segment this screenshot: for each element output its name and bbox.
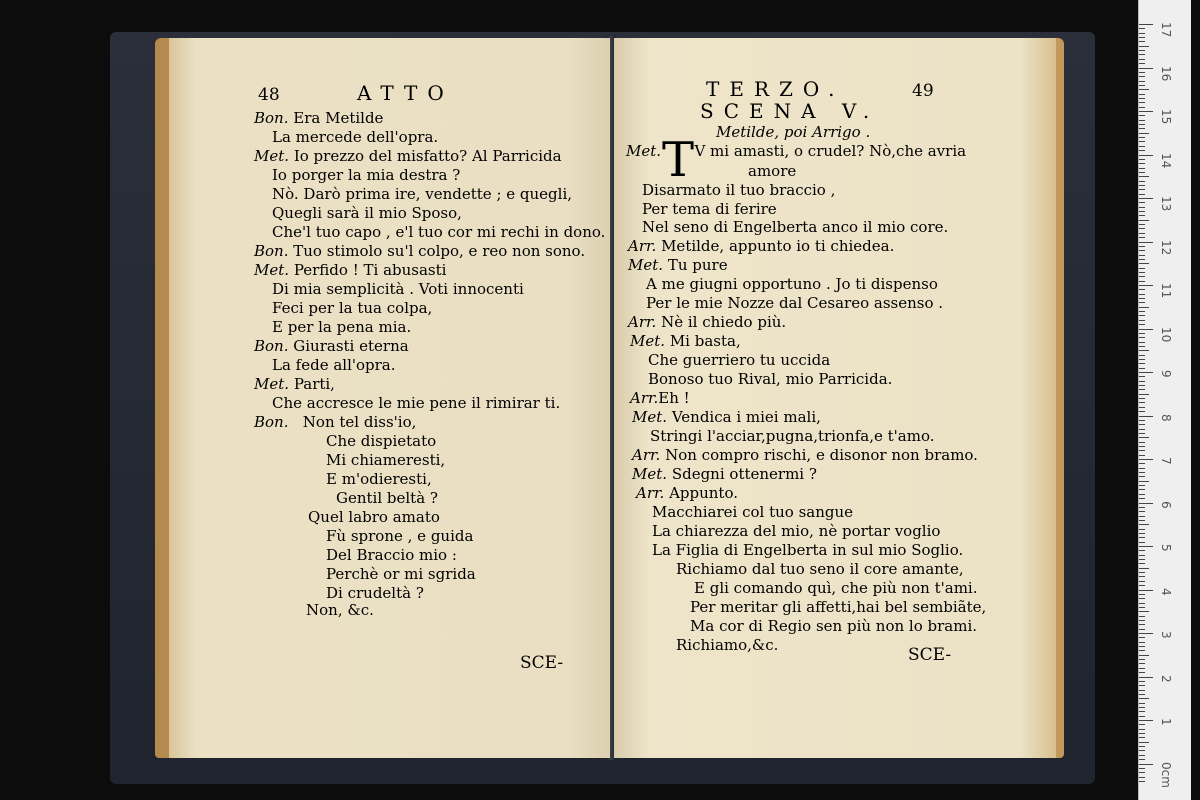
ruler-tick [1139,498,1145,499]
ruler-number: 1 [1159,718,1173,726]
left-line: Io porger la mia destra ? [272,166,461,184]
ruler-tick [1139,246,1145,247]
ruler-tick [1139,620,1145,621]
ruler-tick [1139,550,1145,551]
ruler-tick [1139,189,1145,190]
ruler-tick [1139,311,1145,312]
ruler-tick [1139,128,1145,129]
ruler-tick [1139,302,1145,303]
ruler-tick [1139,429,1145,430]
ruler-tick [1139,663,1145,664]
ruler-tick [1139,603,1145,604]
ruler-tick [1139,224,1145,225]
ruler-tick [1139,690,1145,691]
right-line: Stringi l'acciar,pugna,trionfa,e t'amo. [650,427,935,445]
right-line: Met. Mi basta, [630,332,741,350]
ruler-number: 6 [1159,500,1173,509]
left-line: Di mia semplicità . Voti innocenti [272,280,524,298]
right-line: Arr. Non compro rischi, e disonor non bramo. [632,446,978,464]
ruler-tick [1139,202,1145,203]
ruler-tick [1139,646,1145,647]
ruler-tick [1139,511,1145,512]
ruler-tick [1139,485,1145,486]
left-line: Che dispietato [326,432,437,450]
ruler-tick [1139,781,1145,782]
ruler-tick [1139,746,1145,747]
ruler-tick [1139,337,1145,338]
ruler-tick [1139,659,1145,660]
right-line: Per tema di ferire [642,200,777,218]
ruler-tick [1139,89,1149,90]
ruler-tick [1139,450,1145,451]
ruler-tick [1139,607,1145,608]
left-line: Di crudeltà ? [326,584,424,602]
scene-characters: Metilde, poi Arrigo . [716,123,871,141]
left-line: Che accresce le mie pene il rimirar ti. [272,394,561,412]
left-line: Quegli sarà il mio Sposo, [272,204,462,222]
ruler-tick [1139,107,1145,108]
left-line: Che'l tuo capo , e'l tuo cor mi rechi in dono. [272,223,606,241]
ruler-tick [1139,94,1145,95]
ruler-tick [1139,407,1145,408]
ruler-tick [1139,102,1145,103]
left-line: Nò. Darò prima ire, vendette ; e quegli, [272,185,573,203]
left-line: La mercede dell'opra. [272,128,439,146]
ruler-tick [1139,716,1145,717]
ruler-tick [1139,141,1145,142]
ruler-tick [1139,507,1145,508]
left-line: Quel labro amato [308,508,440,526]
ruler-tick [1139,68,1153,69]
ruler-tick [1139,633,1153,634]
right-line: Nel seno di Engelberta anco il mio core. [642,218,949,236]
ruler-tick [1139,650,1145,651]
ruler-tick [1139,28,1145,29]
ruler-tick [1139,568,1149,569]
left-line: Non, &c. [306,601,374,619]
ruler-tick [1139,185,1145,186]
ruler-tick [1139,755,1145,756]
ruler-tick [1139,233,1145,234]
right-line: Met. Tu pure [628,256,728,274]
ruler-tick [1139,772,1145,773]
ruler-number: 15 [1159,109,1173,125]
ruler-tick [1139,329,1153,330]
ruler-tick [1139,590,1153,591]
ruler-tick [1139,463,1145,464]
ruler-tick [1139,698,1149,699]
ruler-tick [1139,268,1145,269]
ruler-tick [1139,237,1145,238]
ruler-tick [1139,242,1153,243]
right-line: Met. V mi amasti, o crudel? Nò,che avria [626,142,967,160]
ruler-tick [1139,533,1145,534]
measuring-ruler [1138,0,1191,800]
ruler-number: 12 [1159,239,1173,255]
ruler-tick [1139,503,1153,504]
ruler-tick [1139,315,1145,316]
ruler-number: 17 [1159,22,1173,38]
ruler-tick [1139,524,1149,525]
ruler-tick [1139,85,1145,86]
ruler-number: 5 [1159,544,1173,552]
ruler-tick [1139,777,1145,778]
ruler-tick [1139,168,1145,169]
ruler-tick [1139,537,1145,538]
ruler-tick [1139,281,1145,282]
ruler-tick [1139,742,1149,743]
left-line: Met. Perfido ! Ti abusasti [254,261,447,279]
ruler-number: 9 [1159,370,1173,378]
ruler-tick [1139,150,1145,151]
right-line: Per le mie Nozze dal Cesareo assenso . [646,294,944,312]
ruler-tick [1139,368,1145,369]
ruler-tick [1139,159,1145,160]
ruler-tick [1139,146,1145,147]
ruler-tick [1139,468,1145,469]
right-line: Disarmato il tuo braccio , [642,181,836,199]
ruler-tick [1139,228,1145,229]
ruler-tick [1139,616,1145,617]
ruler-tick [1139,555,1145,556]
scene-title: SCENA V. [700,99,880,123]
ruler-tick [1139,259,1145,260]
right-line: A me giugni opportuno . Jo ti dispenso [646,275,938,293]
ruler-tick [1139,759,1145,760]
ruler-tick [1139,516,1145,517]
ruler-tick [1139,155,1153,156]
ruler-tick [1139,737,1145,738]
ruler-tick [1139,124,1145,125]
ruler-tick [1139,672,1145,673]
ruler-tick [1139,163,1145,164]
ruler-tick [1139,376,1145,377]
right-catchword: SCE- [908,645,952,665]
left-line: Gentil beltà ? [336,489,438,507]
ruler-tick [1139,581,1145,582]
ruler-number: 0cm [1159,761,1173,788]
ruler-number: 7 [1159,457,1173,465]
ruler-tick [1139,50,1145,51]
ruler-tick [1139,720,1153,721]
ruler-tick [1139,359,1145,360]
ruler-tick [1139,76,1145,77]
ruler-tick [1139,394,1149,395]
ruler-tick [1139,764,1153,765]
right-line: Met. Vendica i miei mali, [632,408,821,426]
ruler-tick [1139,215,1145,216]
ruler-tick [1139,472,1145,473]
ruler-tick [1139,137,1145,138]
left-line: Bon. Giurasti eterna [254,337,409,355]
ruler-tick [1139,298,1145,299]
ruler-tick [1139,546,1153,547]
left-line: Bon. Non tel diss'io, [254,413,417,431]
ruler-tick [1139,346,1145,347]
ruler-tick [1139,637,1145,638]
ruler-tick [1139,320,1145,321]
ruler-tick [1139,489,1145,490]
ruler-tick [1139,342,1145,343]
ruler-tick [1139,594,1145,595]
right-line: Arr. Appunto. [636,484,738,502]
ruler-tick [1139,598,1145,599]
ruler-number: 10 [1159,326,1173,342]
ruler-tick [1139,385,1145,386]
ruler-tick [1139,285,1153,286]
ruler-tick [1139,363,1145,364]
left-line: Met. Io prezzo del misfatto? Al Parricida [254,147,562,165]
left-page-number: 48 [258,85,280,105]
ruler-tick [1139,529,1145,530]
ruler-tick [1139,402,1145,403]
left-line: La fede all'opra. [272,356,396,374]
ruler-tick [1139,677,1153,678]
ruler-tick [1139,694,1145,695]
ruler-tick [1139,585,1145,586]
ruler-tick [1139,207,1145,208]
right-line: Arr. Metilde, appunto io ti chiedea. [628,237,895,255]
right-line: Arr. Nè il chiedo più. [628,313,787,331]
ruler-tick [1139,289,1145,290]
left-line: E per la pena mia. [272,318,412,336]
ruler-tick [1139,46,1149,47]
ruler-tick [1139,481,1149,482]
ruler-tick [1139,250,1145,251]
ruler-tick [1139,115,1145,116]
ruler-number: 13 [1159,196,1173,212]
decorated-initial: T [662,132,695,188]
ruler-tick [1139,437,1149,438]
ruler-tick [1139,733,1145,734]
ruler-tick [1139,255,1145,256]
ruler-tick [1139,41,1145,42]
right-line: Che guerriero tu uccida [648,351,831,369]
right-line: La Figlia di Engelberta in sul mio Soglio. [652,541,964,559]
ruler-tick [1139,572,1145,573]
ruler-tick [1139,350,1149,351]
left-line: Mi chiameresti, [326,451,446,469]
ruler-tick [1139,63,1145,64]
ruler-tick [1139,724,1145,725]
ruler-tick [1139,611,1149,612]
ruler-tick [1139,703,1145,704]
ruler-tick [1139,272,1145,273]
right-line: Richiamo,&c. [676,636,779,654]
ruler-tick [1139,668,1145,669]
ruler-tick [1139,194,1145,195]
ruler-tick [1139,685,1145,686]
left-line: Met. Parti, [254,375,335,393]
ruler-tick [1139,333,1145,334]
left-line: Feci per la tua colpa, [272,299,433,317]
right-running-head: TERZO. [706,77,845,101]
left-line: Bon. Tuo stimolo su'l colpo, e reo non sono. [254,242,586,260]
right-line: Bonoso tuo Rival, mio Parricida. [648,370,893,388]
ruler-tick [1139,494,1145,495]
ruler-number: 4 [1159,587,1173,596]
right-line: amore [748,162,797,180]
ruler-tick [1139,220,1149,221]
ruler-tick [1139,411,1145,412]
ruler-tick [1139,559,1145,560]
ruler-tick [1139,276,1145,277]
ruler-tick [1139,624,1145,625]
ruler-tick [1139,81,1145,82]
ruler-tick [1139,307,1149,308]
right-line: Per meritar gli affetti,hai bel sembiãte, [690,598,987,616]
right-line: Macchiarei col tuo sangue [652,503,854,521]
ruler-tick [1139,542,1145,543]
right-line: Richiamo dal tuo seno il core amante, [676,560,964,578]
ruler-tick [1139,563,1145,564]
ruler-tick [1139,750,1145,751]
ruler-tick [1139,424,1145,425]
ruler-number: 2 [1159,674,1173,683]
ruler-tick [1139,33,1145,34]
ruler-number: 3 [1159,631,1173,639]
ruler-tick [1139,707,1145,708]
ruler-tick [1139,629,1145,630]
ruler-tick [1139,59,1145,60]
ruler-tick [1139,768,1145,769]
right-page-number: 49 [912,81,934,101]
ruler-tick [1139,416,1153,417]
ruler-tick [1139,37,1145,38]
left-line: E m'odieresti, [326,470,432,488]
ruler-tick [1139,442,1145,443]
ruler-tick [1139,181,1145,182]
left-catchword: SCE- [520,653,564,673]
ruler-tick [1139,711,1145,712]
right-line: La chiarezza del mio, nè portar voglio [652,522,941,540]
ruler-number: 11 [1159,283,1173,299]
ruler-tick [1139,576,1145,577]
ruler-tick [1139,176,1149,177]
ruler-tick [1139,389,1145,390]
ruler-tick [1139,433,1145,434]
ruler-tick [1139,459,1153,460]
left-line: Bon. Era Metilde [254,109,384,127]
ruler-tick [1139,324,1145,325]
right-line: Met. Sdegni ottenermi ? [632,465,817,483]
ruler-tick [1139,24,1153,25]
ruler-number: 8 [1159,413,1173,422]
ruler-tick [1139,642,1145,643]
left-line: Perchè or mi sgrida [326,565,476,583]
ruler-tick [1139,476,1145,477]
ruler-tick [1139,211,1145,212]
right-line: Ma cor di Regio sen più non lo brami. [690,617,978,635]
ruler-tick [1139,120,1145,121]
left-line: Fù sprone , e guida [326,527,474,545]
ruler-tick [1139,198,1153,199]
ruler-tick [1139,98,1145,99]
ruler-tick [1139,355,1145,356]
ruler-tick [1139,263,1149,264]
left-line: Del Braccio mio : [326,546,457,564]
ruler-tick [1139,294,1145,295]
ruler-number: 16 [1159,65,1173,81]
ruler-tick [1139,729,1145,730]
ruler-tick [1139,54,1145,55]
ruler-tick [1139,172,1145,173]
ruler-tick [1139,381,1145,382]
ruler-tick [1139,420,1145,421]
ruler-tick [1139,398,1145,399]
ruler-tick [1139,655,1149,656]
ruler-tick [1139,372,1153,373]
ruler-tick [1139,520,1145,521]
right-line: Arr.Eh ! [630,389,690,407]
right-line: E gli comando quì, che più non t'ami. [694,579,978,597]
left-running-head: ATTO [357,81,454,105]
ruler-tick [1139,133,1149,134]
ruler-tick [1139,681,1145,682]
ruler-number: 14 [1159,152,1173,168]
ruler-tick [1139,446,1145,447]
ruler-tick [1139,111,1153,112]
ruler-tick [1139,72,1145,73]
ruler-tick [1139,455,1145,456]
